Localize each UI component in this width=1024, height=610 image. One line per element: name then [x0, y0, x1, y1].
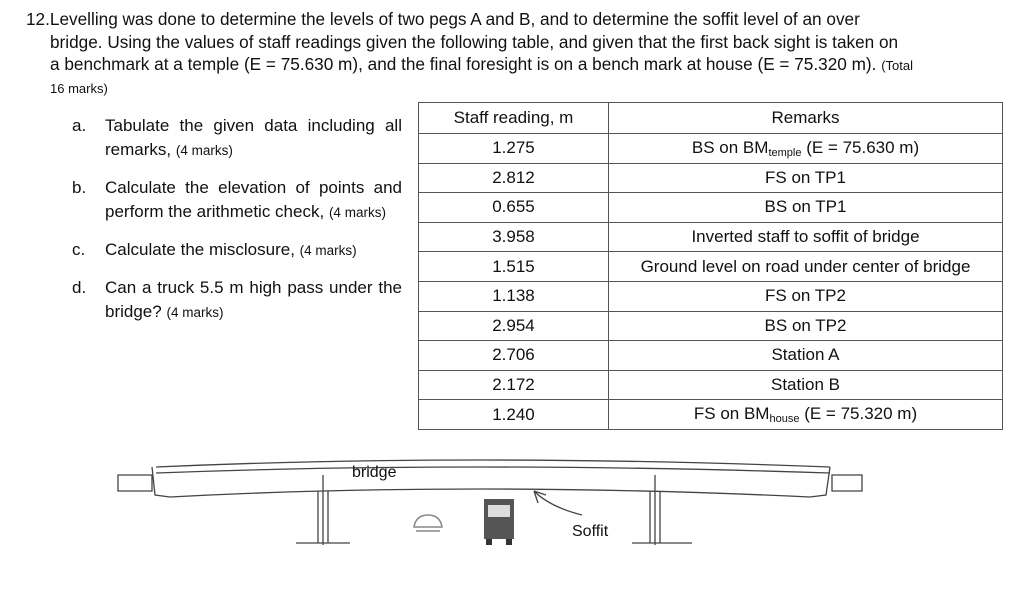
- left-abutment-edge: [152, 467, 170, 497]
- remark-cell: FS on $BM_{house}$ (E = 75.320 m): [609, 400, 1003, 430]
- table-header-row: [419, 103, 1003, 134]
- part-letter: d.: [72, 278, 87, 297]
- bridge-deck-line: [156, 467, 830, 473]
- left-abutment: [118, 475, 152, 491]
- bridge-deck-top: [156, 460, 830, 467]
- header-staff-reading: Staff reading, m: [419, 103, 609, 134]
- remark-cell: Ground level on road under center of bridge: [609, 252, 1003, 282]
- soffit-label: Soffit: [572, 523, 609, 540]
- staff-reading-cell: 2.812: [419, 163, 609, 193]
- part-text: Can a truck 5.5 m high pass under the bridge? (4 marks): [105, 278, 402, 321]
- table-row: [419, 370, 1003, 400]
- table-row: [419, 341, 1003, 371]
- total-marks-2: 16 marks): [50, 80, 108, 96]
- table-row: [419, 134, 1003, 164]
- car-icon: [414, 515, 442, 531]
- table-row: [419, 252, 1003, 282]
- part-text: Calculate the misclosure, (4 marks): [105, 240, 357, 259]
- table-row: [419, 281, 1003, 311]
- staff-reading-cell: 3.958: [419, 222, 609, 252]
- bridge-label: bridge: [352, 464, 397, 481]
- part-d: [72, 276, 402, 325]
- question-line-1: Levelling was done to determine the levels of two pegs A and B, and to determine the soffit level of an over: [49, 9, 860, 29]
- total-marks: (Total: [881, 58, 913, 73]
- remark-cell: BS on TP2: [609, 311, 1003, 341]
- part-letter: c.: [72, 240, 86, 259]
- question-text: [26, 8, 1006, 100]
- table-row: [419, 222, 1003, 252]
- remark-cell: BS on TP1: [609, 193, 1003, 223]
- staff-reading-cell: 1.275: [419, 134, 609, 164]
- staff-reading-cell: 2.954: [419, 311, 609, 341]
- right-pier: [632, 475, 692, 545]
- table-row: [419, 400, 1003, 430]
- question-line-3: a benchmark at a temple (E = 75.630 m), and the final foresight is on a bench mark at house (E = 75.320 m). (Total: [50, 54, 913, 74]
- truck-icon: [484, 499, 514, 545]
- part-letter: b.: [72, 178, 87, 197]
- table-row: [419, 193, 1003, 223]
- remark-cell: BS on $BM_{temple}$ (E = 75.630 m): [609, 134, 1003, 164]
- question-line-2: bridge. Using the values of staff readings given the following table, and given that the first back sight is taken on: [50, 31, 899, 52]
- staff-reading-cell: 0.655: [419, 193, 609, 223]
- staff-reading-cell: 2.172: [419, 370, 609, 400]
- bridge-soffit: [170, 489, 810, 497]
- bridge-diagram: [110, 455, 870, 575]
- header-remarks: Remarks: [609, 103, 1003, 134]
- part-c: [72, 238, 402, 263]
- question-number: 12.: [26, 9, 50, 29]
- question-parts: [72, 114, 402, 338]
- left-pier: [296, 475, 350, 545]
- part-text: Tabulate the given data including all remarks, (4 marks): [105, 116, 402, 159]
- table-row: [419, 163, 1003, 193]
- staff-reading-cell: 1.515: [419, 252, 609, 282]
- soffit-arrow: [534, 491, 582, 515]
- staff-reading-cell: 1.138: [419, 281, 609, 311]
- staff-readings-table: [418, 102, 1003, 430]
- part-letter: a.: [72, 116, 87, 135]
- remark-cell: Inverted staff to soffit of bridge: [609, 222, 1003, 252]
- staff-reading-cell: 1.240: [419, 400, 609, 430]
- staff-reading-cell: 2.706: [419, 341, 609, 371]
- part-b: [72, 176, 402, 225]
- part-text: Calculate the elevation of points and perform the arithmetic check, (4 marks): [105, 178, 402, 221]
- remark-cell: Station B: [609, 370, 1003, 400]
- right-abutment-edge: [810, 467, 830, 497]
- remark-cell: FS on TP2: [609, 281, 1003, 311]
- part-a: [72, 114, 402, 163]
- right-abutment: [832, 475, 862, 491]
- remark-cell: FS on TP1: [609, 163, 1003, 193]
- table-row: [419, 311, 1003, 341]
- remark-cell: Station A: [609, 341, 1003, 371]
